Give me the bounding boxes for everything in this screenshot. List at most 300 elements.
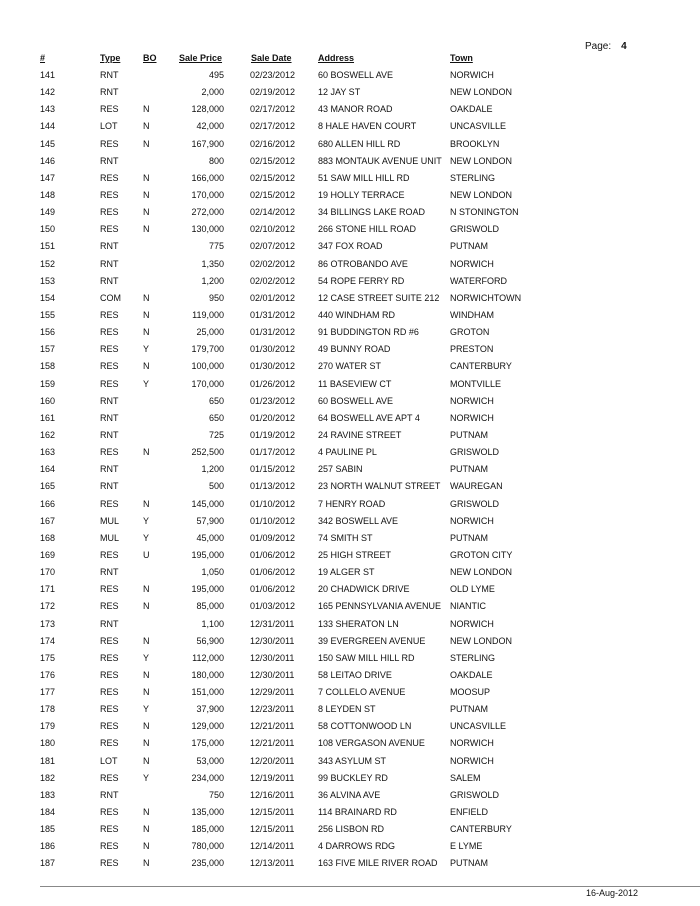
row-number: 160 xyxy=(40,395,56,406)
row-sale-date: 12/19/2011 xyxy=(250,772,295,783)
row-sale-date: 01/10/2012 xyxy=(250,498,296,509)
row-town: NORWICHTOWN xyxy=(450,292,522,303)
table-row xyxy=(0,617,700,634)
row-address: 7 COLLELO AVENUE xyxy=(318,687,406,698)
row-sale-date: 02/17/2012 xyxy=(250,104,296,115)
row-sale-price: 167,900 xyxy=(191,138,224,149)
row-sale-price: 45,000 xyxy=(196,532,224,543)
row-sale-date: 01/03/2012 xyxy=(250,601,296,612)
row-address: 91 BUDDINGTON RD #6 xyxy=(318,327,419,338)
row-bo: N xyxy=(143,584,150,595)
row-address: 60 BOSWELL AVE xyxy=(318,70,394,80)
row-address: 74 SMITH ST xyxy=(318,532,373,543)
row-town: NORWICH xyxy=(450,395,494,406)
row-bo: N xyxy=(143,721,150,732)
table-row xyxy=(0,719,700,736)
table-row xyxy=(0,462,700,479)
row-sale-date: 01/30/2012 xyxy=(250,361,296,372)
table-row xyxy=(0,531,700,548)
row-address: 342 BOSWELL AVE xyxy=(318,515,399,526)
row-number: 183 xyxy=(40,789,56,800)
row-number: 162 xyxy=(40,429,56,440)
footer-date: 16-Aug-2012 xyxy=(586,888,639,898)
row-bo: N xyxy=(143,104,150,115)
row-number: 151 xyxy=(40,241,56,252)
row-address: 256 LISBON RD xyxy=(318,824,385,835)
row-type: RES xyxy=(100,669,119,680)
table-row xyxy=(0,308,700,325)
row-bo: N xyxy=(143,635,150,646)
row-bo: Y xyxy=(143,532,150,543)
row-sale-price: 180,000 xyxy=(191,669,224,680)
row-address: 347 FOX ROAD xyxy=(318,241,383,252)
row-type: RNT xyxy=(100,618,119,629)
row-sale-price: 234,000 xyxy=(191,772,224,783)
row-sale-price: 195,000 xyxy=(191,549,224,560)
row-sale-price: 112,000 xyxy=(192,652,224,663)
row-bo: U xyxy=(143,549,150,560)
row-number: 147 xyxy=(40,172,56,183)
row-sale-date: 12/31/2011 xyxy=(250,618,295,629)
row-type: RNT xyxy=(100,395,119,406)
row-type: MUL xyxy=(100,515,120,526)
row-bo: N xyxy=(143,669,150,680)
row-sale-price: 170,000 xyxy=(191,378,224,389)
page-label-text: Page: xyxy=(585,41,612,52)
table-row xyxy=(0,342,700,359)
row-type: RES xyxy=(100,378,119,389)
row-sale-date: 12/23/2011 xyxy=(250,704,295,715)
row-town: SALEM xyxy=(450,772,481,783)
row-number: 150 xyxy=(40,224,56,235)
row-number: 145 xyxy=(40,138,56,149)
row-sale-date: 12/29/2011 xyxy=(250,687,295,698)
row-address: 257 SABIN xyxy=(318,464,363,475)
row-town: NEW LONDON xyxy=(450,87,513,98)
row-bo: N xyxy=(143,207,150,218)
row-town: GROTON CITY xyxy=(450,549,513,560)
row-town: PRESTON xyxy=(450,344,494,355)
row-town: PUTNAM xyxy=(450,532,488,543)
footer-divider xyxy=(40,886,700,887)
row-sale-price: 129,000 xyxy=(191,721,224,732)
row-number: 172 xyxy=(40,601,56,612)
row-address: 86 OTROBANDO AVE xyxy=(318,258,408,269)
table-row xyxy=(0,565,700,582)
row-number: 173 xyxy=(40,618,56,629)
row-sale-date: 01/15/2012 xyxy=(250,464,296,475)
row-address: 23 NORTH WALNUT STREET xyxy=(318,481,441,492)
row-town: NORWICH xyxy=(450,618,494,629)
row-type: RES xyxy=(100,224,119,235)
row-sale-date: 01/13/2012 xyxy=(250,481,296,492)
row-type: RNT xyxy=(100,429,119,440)
row-type: RES xyxy=(100,635,119,646)
row-sale-date: 12/16/2011 xyxy=(250,789,295,800)
row-type: RNT xyxy=(100,412,119,423)
row-bo: Y xyxy=(143,772,150,783)
row-number: 180 xyxy=(40,738,56,749)
row-town: OAKDALE xyxy=(450,669,493,680)
row-sale-price: 500 xyxy=(208,481,224,492)
table-row xyxy=(0,274,700,291)
row-sale-date: 12/14/2011 xyxy=(250,841,295,852)
row-bo: Y xyxy=(143,515,150,526)
row-number: 155 xyxy=(40,309,56,320)
row-address: 114 BRAINARD RD xyxy=(318,807,397,818)
row-bo: N xyxy=(143,224,150,235)
row-type: RES xyxy=(100,172,119,183)
row-sale-date: 02/10/2012 xyxy=(250,224,296,235)
row-sale-price: 100,000 xyxy=(191,361,224,372)
row-town: PUTNAM xyxy=(450,241,488,252)
row-number: 170 xyxy=(40,567,56,578)
row-sale-price: 57,900 xyxy=(196,515,224,526)
row-number: 168 xyxy=(40,532,56,543)
table-header xyxy=(0,53,700,67)
row-address: 60 BOSWELL AVE xyxy=(318,395,394,406)
table-row xyxy=(0,239,700,256)
table-row xyxy=(0,119,700,136)
row-town: N STONINGTON xyxy=(450,207,519,218)
row-sale-date: 01/06/2012 xyxy=(250,549,296,560)
table-row xyxy=(0,257,700,274)
row-sale-date: 02/07/2012 xyxy=(250,241,296,252)
row-number: 143 xyxy=(40,104,56,115)
row-sale-date: 01/31/2012 xyxy=(250,309,296,320)
row-sale-date: 02/02/2012 xyxy=(250,258,296,269)
row-town: MOOSUP xyxy=(450,687,491,698)
row-address: 12 CASE STREET SUITE 212 xyxy=(318,292,440,303)
row-sale-price: 252,500 xyxy=(191,447,224,458)
row-town: GRISWOLD xyxy=(450,498,500,509)
row-sale-date: 02/23/2012 xyxy=(250,70,296,80)
row-type: RNT xyxy=(100,241,119,252)
row-type: RES xyxy=(100,138,119,149)
row-sale-date: 02/17/2012 xyxy=(250,121,296,132)
row-sale-date: 01/26/2012 xyxy=(250,378,296,389)
row-type: RES xyxy=(100,207,119,218)
row-bo: N xyxy=(143,189,150,200)
row-bo: N xyxy=(143,361,150,372)
row-type: RNT xyxy=(100,567,119,578)
table-row xyxy=(0,291,700,308)
row-sale-price: 1,350 xyxy=(201,258,224,269)
table-row xyxy=(0,411,700,428)
row-town: NORWICH xyxy=(450,70,494,80)
row-sale-price: 185,000 xyxy=(191,824,224,835)
row-number: 174 xyxy=(40,635,56,646)
header-town: Town xyxy=(450,53,473,63)
row-address: 36 ALVINA AVE xyxy=(318,789,381,800)
row-town: STERLING xyxy=(450,652,496,663)
row-sale-date: 01/31/2012 xyxy=(250,327,296,338)
page-indicator xyxy=(585,41,627,52)
row-sale-date: 02/15/2012 xyxy=(250,155,296,166)
row-sale-price: 1,200 xyxy=(201,275,224,286)
table-row xyxy=(0,85,700,102)
row-sale-price: 1,100 xyxy=(201,618,224,629)
header-type: Type xyxy=(100,53,121,63)
table-row xyxy=(0,497,700,514)
row-bo: Y xyxy=(143,652,150,663)
row-sale-date: 12/30/2011 xyxy=(250,652,295,663)
row-sale-price: 175,000 xyxy=(191,738,224,749)
row-bo: N xyxy=(143,824,150,835)
row-address: 99 BUCKLEY RD xyxy=(318,772,388,783)
table-row xyxy=(0,137,700,154)
row-type: RNT xyxy=(100,464,119,475)
row-type: RNT xyxy=(100,481,119,492)
row-bo: N xyxy=(143,807,150,818)
row-type: LOT xyxy=(100,121,118,132)
row-number: 169 xyxy=(40,549,56,560)
row-sale-date: 01/20/2012 xyxy=(250,412,296,423)
row-address: 8 HALE HAVEN COURT xyxy=(318,121,417,132)
row-bo: N xyxy=(143,292,150,303)
row-type: RES xyxy=(100,841,119,852)
row-type: RES xyxy=(100,104,119,115)
row-number: 164 xyxy=(40,464,56,475)
row-town: PUTNAM xyxy=(450,429,488,440)
row-sale-price: 42,000 xyxy=(196,121,224,132)
row-town: NEW LONDON xyxy=(450,189,513,200)
table-row xyxy=(0,771,700,788)
row-town: GRISWOLD xyxy=(450,789,500,800)
row-sale-price: 272,000 xyxy=(191,207,224,218)
row-address: 883 MONTAUK AVENUE UNIT xyxy=(318,155,442,166)
row-type: RES xyxy=(100,704,119,715)
table-row xyxy=(0,102,700,119)
row-town: UNCASVILLE xyxy=(450,721,507,732)
table-row xyxy=(0,445,700,462)
row-bo: N xyxy=(143,738,150,749)
row-type: RNT xyxy=(100,258,119,269)
row-number: 178 xyxy=(40,704,56,715)
row-type: RES xyxy=(100,498,119,509)
row-sale-date: 12/30/2011 xyxy=(250,669,295,680)
header-bo: BO xyxy=(143,53,157,63)
row-sale-date: 02/14/2012 xyxy=(250,207,296,218)
row-town: NIANTIC xyxy=(450,601,486,612)
table-row xyxy=(0,685,700,702)
row-town: NORWICH xyxy=(450,738,494,749)
row-type: RES xyxy=(100,344,119,355)
row-number: 142 xyxy=(40,87,56,98)
row-town: CANTERBURY xyxy=(450,824,512,835)
row-bo: N xyxy=(143,841,150,852)
row-type: MUL xyxy=(100,532,120,543)
row-address: 270 WATER ST xyxy=(318,361,382,372)
row-sale-price: 128,000 xyxy=(191,104,224,115)
row-number: 161 xyxy=(40,412,56,423)
row-town: BROOKLYN xyxy=(450,138,500,149)
row-sale-price: 179,700 xyxy=(191,344,224,355)
row-number: 181 xyxy=(40,755,56,766)
row-town: ENFIELD xyxy=(450,807,489,818)
table-row xyxy=(0,548,700,565)
row-town: NEW LONDON xyxy=(450,635,513,646)
row-address: 39 EVERGREEN AVENUE xyxy=(318,635,426,646)
row-type: RNT xyxy=(100,155,119,166)
row-number: 141 xyxy=(40,70,56,80)
row-number: 163 xyxy=(40,447,56,458)
row-sale-date: 02/19/2012 xyxy=(250,87,296,98)
row-sale-date: 12/30/2011 xyxy=(250,635,295,646)
row-sale-price: 650 xyxy=(208,395,224,406)
table-row xyxy=(0,171,700,188)
table-row xyxy=(0,839,700,856)
row-sale-date: 01/06/2012 xyxy=(250,567,296,578)
row-town: OLD LYME xyxy=(450,584,495,595)
row-sale-date: 12/20/2011 xyxy=(250,755,295,766)
row-address: 163 FIVE MILE RIVER ROAD xyxy=(318,858,438,869)
row-address: 43 MANOR ROAD xyxy=(318,104,393,115)
row-sale-price: 85,000 xyxy=(196,601,224,612)
row-type: RES xyxy=(100,327,119,338)
row-type: RNT xyxy=(100,70,119,80)
row-town: WINDHAM xyxy=(450,309,494,320)
page-number: 4 xyxy=(621,41,627,52)
row-address: 7 HENRY ROAD xyxy=(318,498,386,509)
table-row xyxy=(0,702,700,719)
row-address: 133 SHERATON LN xyxy=(318,618,399,629)
row-sale-date: 12/21/2011 xyxy=(250,738,295,749)
row-type: RES xyxy=(100,189,119,200)
row-sale-price: 195,000 xyxy=(191,584,224,595)
sales-table-body xyxy=(0,68,700,874)
row-address: 108 VERGASON AVENUE xyxy=(318,738,425,749)
table-row xyxy=(0,805,700,822)
row-town: GROTON xyxy=(450,327,490,338)
row-address: 150 SAW MILL HILL RD xyxy=(318,652,415,663)
row-address: 4 DARROWS RDG xyxy=(318,841,396,852)
table-row xyxy=(0,68,700,85)
row-sale-price: 650 xyxy=(208,412,224,423)
row-bo: N xyxy=(143,858,150,869)
row-address: 266 STONE HILL ROAD xyxy=(318,224,417,235)
table-row xyxy=(0,514,700,531)
row-town: PUTNAM xyxy=(450,704,488,715)
row-town: MONTVILLE xyxy=(450,378,502,389)
row-sale-date: 02/15/2012 xyxy=(250,172,296,183)
row-bo: N xyxy=(143,687,150,698)
row-number: 156 xyxy=(40,327,56,338)
row-bo: N xyxy=(143,447,150,458)
row-sale-price: 151,000 xyxy=(191,687,224,698)
row-number: 167 xyxy=(40,515,56,526)
row-number: 175 xyxy=(40,652,56,663)
table-row xyxy=(0,788,700,805)
row-sale-price: 1,050 xyxy=(201,567,224,578)
row-type: RES xyxy=(100,652,119,663)
row-sale-date: 12/21/2011 xyxy=(250,721,295,732)
row-address: 165 PENNSYLVANIA AVENUE xyxy=(318,601,442,612)
row-type: RES xyxy=(100,361,119,372)
row-type: RES xyxy=(100,309,119,320)
row-sale-price: 170,000 xyxy=(191,189,224,200)
row-number: 149 xyxy=(40,207,56,218)
row-type: RNT xyxy=(100,789,119,800)
row-address: 49 BUNNY ROAD xyxy=(318,344,391,355)
row-sale-date: 12/15/2011 xyxy=(250,807,295,818)
row-sale-date: 02/01/2012 xyxy=(250,292,296,303)
row-sale-price: 800 xyxy=(208,155,224,166)
row-town: E LYME xyxy=(450,841,483,852)
row-sale-price: 53,000 xyxy=(196,755,224,766)
row-town: PUTNAM xyxy=(450,464,488,475)
table-row xyxy=(0,394,700,411)
row-sale-date: 01/19/2012 xyxy=(250,429,296,440)
row-type: RES xyxy=(100,772,119,783)
row-address: 19 ALGER ST xyxy=(318,567,375,578)
row-number: 176 xyxy=(40,669,56,680)
row-number: 152 xyxy=(40,258,56,269)
row-address: 58 LEITAO DRIVE xyxy=(318,669,392,680)
row-type: RES xyxy=(100,824,119,835)
row-type: RES xyxy=(100,549,119,560)
header-sale-date: Sale Date xyxy=(251,53,292,63)
row-number: 153 xyxy=(40,275,56,286)
row-type: RNT xyxy=(100,87,119,98)
row-address: 19 HOLLY TERRACE xyxy=(318,189,405,200)
row-sale-price: 166,000 xyxy=(191,172,224,183)
row-number: 171 xyxy=(40,584,56,595)
row-town: NORWICH xyxy=(450,258,494,269)
row-bo: N xyxy=(143,601,150,612)
row-sale-price: 2,000 xyxy=(201,87,224,98)
row-sale-price: 37,900 xyxy=(196,704,224,715)
table-row xyxy=(0,359,700,376)
table-row xyxy=(0,754,700,771)
row-number: 154 xyxy=(40,292,56,303)
row-number: 159 xyxy=(40,378,56,389)
row-number: 184 xyxy=(40,807,56,818)
row-bo: N xyxy=(143,755,150,766)
row-type: RNT xyxy=(100,275,119,286)
row-town: PUTNAM xyxy=(450,858,488,869)
row-sale-date: 12/15/2011 xyxy=(250,824,295,835)
row-type: RES xyxy=(100,721,119,732)
row-sale-price: 495 xyxy=(208,70,224,80)
row-sale-price: 725 xyxy=(208,429,224,440)
table-row xyxy=(0,856,700,873)
row-town: OAKDALE xyxy=(450,104,493,115)
table-row xyxy=(0,377,700,394)
row-type: LOT xyxy=(100,755,118,766)
row-bo: N xyxy=(143,172,150,183)
header-sale-price: Sale Price xyxy=(179,53,223,63)
row-town: GRISWOLD xyxy=(450,224,500,235)
row-address: 24 RAVINE STREET xyxy=(318,429,402,440)
row-sale-price: 145,000 xyxy=(191,498,224,509)
row-sale-date: 01/06/2012 xyxy=(250,584,296,595)
row-town: STERLING xyxy=(450,172,496,183)
row-sale-date: 12/13/2011 xyxy=(250,858,295,869)
row-number: 177 xyxy=(40,687,56,698)
row-sale-price: 235,000 xyxy=(191,858,224,869)
row-address: 58 COTTONWOOD LN xyxy=(318,721,412,732)
row-town: UNCASVILLE xyxy=(450,121,507,132)
row-address: 25 HIGH STREET xyxy=(318,549,392,560)
row-town: NEW LONDON xyxy=(450,155,513,166)
row-bo: N xyxy=(143,309,150,320)
row-sale-date: 02/15/2012 xyxy=(250,189,296,200)
row-number: 182 xyxy=(40,772,56,783)
row-town: NORWICH xyxy=(450,755,494,766)
row-number: 144 xyxy=(40,121,56,132)
row-number: 179 xyxy=(40,721,56,732)
